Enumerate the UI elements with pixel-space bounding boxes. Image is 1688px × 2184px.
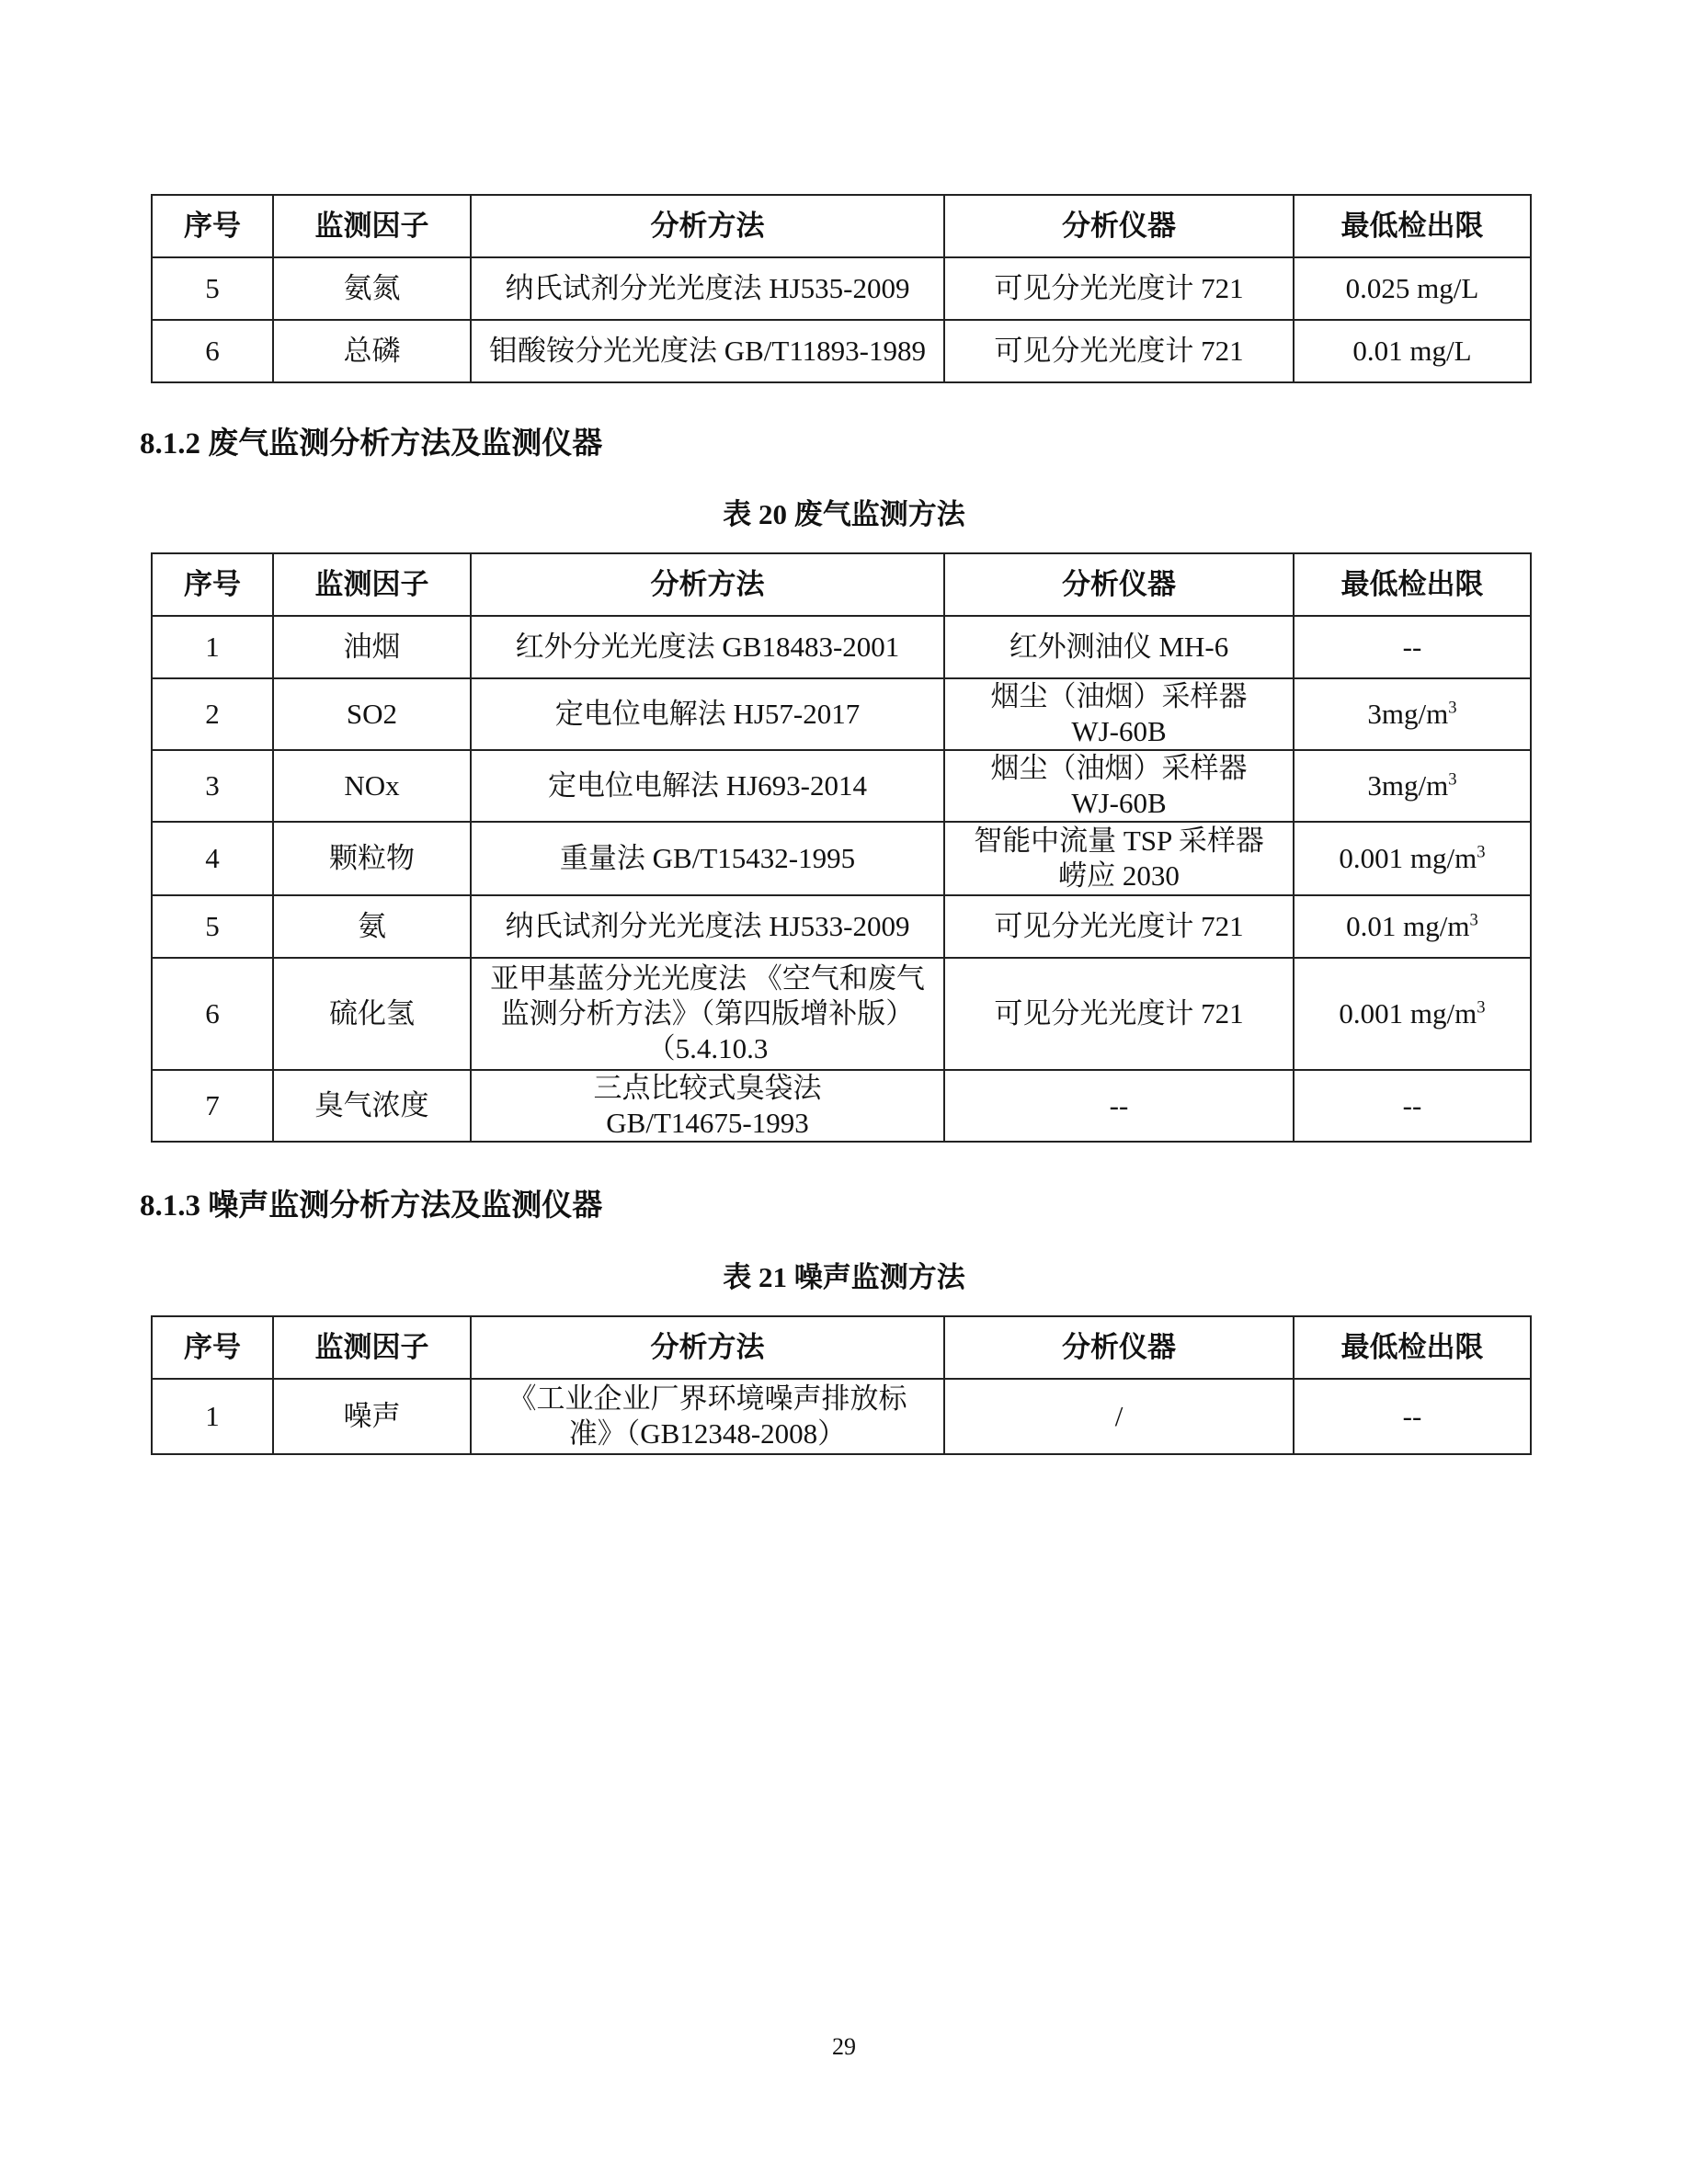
limit-superscript: 3 [1477,842,1486,862]
section-heading-8-1-2: 8.1.2 废气监测分析方法及监测仪器 [140,427,603,461]
table-row [152,1070,1531,1142]
method-line-1: 《工业企业厂界环境噪声排放标 [508,1382,907,1415]
cell-limit [1294,750,1531,822]
cell-factor: 臭气浓度 [273,1070,471,1142]
cell-limit [1294,822,1531,895]
cell-limit [1294,958,1531,1070]
cell-method: 重量法 GB/T15432-1995 [471,822,944,895]
header-instrument: 分析仪器 [944,1316,1294,1379]
cell-instrument: 可见分光光度计 721 [944,895,1294,958]
method-line-3: （5.4.10.3 [646,1032,769,1064]
cell-instrument: 可见分光光度计 721 [944,257,1294,320]
exhaust-gas-method-table [151,552,1532,1143]
cell-factor: 硫化氢 [273,958,471,1070]
table-row [152,1379,1531,1454]
table-row [152,320,1531,382]
header-factor: 监测因子 [273,195,471,257]
method-line-1: 三点比较式臭袋法 [593,1072,822,1104]
cell-no: 3 [152,750,273,822]
limit-value: 0.001 mg/m [1339,997,1477,1029]
header-no: 序号 [152,195,273,257]
method-line-2: GB/T14675-1993 [606,1107,809,1139]
cell-no: 2 [152,678,273,750]
instrument-line-1: 烟尘（油烟）采样器 [990,752,1248,784]
header-method: 分析方法 [471,1316,944,1379]
cell-method: 红外分光光度法 GB18483-2001 [471,616,944,678]
cell-factor: 噪声 [273,1379,471,1454]
limit-superscript: 3 [1469,910,1478,930]
cell-no: 5 [152,895,273,958]
limit-value: 3mg/m [1367,698,1449,730]
method-line-2: 准》（GB12348-2008） [568,1417,847,1450]
noise-method-table [151,1315,1532,1455]
instrument-line-2: WJ-60B [1071,715,1167,747]
cell-no: 1 [152,616,273,678]
instrument-line-2: 崂应 2030 [1058,859,1180,892]
header-limit: 最低检出限 [1294,553,1531,616]
table-caption-20: 表 20 废气监测方法 [723,498,965,530]
cell-method [471,1379,944,1454]
instrument-line-1: 烟尘（油烟）采样器 [990,680,1248,712]
table-row [152,678,1531,750]
cell-no: 6 [152,958,273,1070]
cell-instrument: 可见分光光度计 721 [944,320,1294,382]
cell-factor: NOx [273,750,471,822]
table-row [152,750,1531,822]
header-limit: 最低检出限 [1294,1316,1531,1379]
header-no: 序号 [152,553,273,616]
cell-method: 定电位电解法 HJ57-2017 [471,678,944,750]
cell-factor: SO2 [273,678,471,750]
cell-limit: 0.01 mg/L [1294,320,1531,382]
header-instrument: 分析仪器 [944,195,1294,257]
section-heading-8-1-3: 8.1.3 噪声监测分析方法及监测仪器 [140,1189,603,1223]
cell-no: 4 [152,822,273,895]
cell-limit [1294,678,1531,750]
cell-instrument: -- [944,1070,1294,1142]
header-limit: 最低检出限 [1294,195,1531,257]
cell-limit: -- [1294,1070,1531,1142]
cell-instrument: / [944,1379,1294,1454]
cell-instrument: 红外测油仪 MH-6 [944,616,1294,678]
table-row [152,822,1531,895]
cell-limit: -- [1294,1379,1531,1454]
limit-value: 3mg/m [1367,769,1449,802]
table-row [152,257,1531,320]
cell-method [471,958,944,1070]
cell-limit: -- [1294,616,1531,678]
instrument-line-1: 智能中流量 TSP 采样器 [974,825,1264,857]
header-factor: 监测因子 [273,1316,471,1379]
cell-instrument [944,678,1294,750]
cell-no: 5 [152,257,273,320]
cell-no: 6 [152,320,273,382]
cell-factor: 氨氮 [273,257,471,320]
cell-instrument [944,822,1294,895]
table-caption-21: 表 21 噪声监测方法 [723,1261,965,1293]
cell-method: 定电位电解法 HJ693-2014 [471,750,944,822]
water-method-table [151,194,1532,383]
limit-superscript: 3 [1448,698,1457,718]
cell-method: 纳氏试剂分光光度法 HJ535-2009 [471,257,944,320]
header-instrument: 分析仪器 [944,553,1294,616]
cell-instrument [944,750,1294,822]
instrument-line-2: WJ-60B [1071,787,1167,819]
cell-factor: 氨 [273,895,471,958]
method-line-1: 亚甲基蓝分光光度法 《空气和废气 [490,962,925,995]
header-no: 序号 [152,1316,273,1379]
table-header-row [152,553,1531,616]
limit-superscript: 3 [1448,769,1457,790]
cell-method: 钼酸铵分光光度法 GB/T11893-1989 [471,320,944,382]
cell-factor: 总磷 [273,320,471,382]
cell-limit [1294,895,1531,958]
table-row [152,616,1531,678]
table-row [152,958,1531,1070]
cell-factor: 颗粒物 [273,822,471,895]
table-header-row [152,195,1531,257]
method-line-2: 监测分析方法》（第四版增补版） [500,997,915,1029]
cell-instrument: 可见分光光度计 721 [944,958,1294,1070]
header-method: 分析方法 [471,195,944,257]
limit-value: 0.001 mg/m [1339,842,1477,874]
header-factor: 监测因子 [273,553,471,616]
cell-factor: 油烟 [273,616,471,678]
cell-no: 1 [152,1379,273,1454]
cell-method: 纳氏试剂分光光度法 HJ533-2009 [471,895,944,958]
cell-limit: 0.025 mg/L [1294,257,1531,320]
page-number: 29 [832,2033,856,2060]
cell-no: 7 [152,1070,273,1142]
limit-value: 0.01 mg/m [1346,910,1470,942]
header-method: 分析方法 [471,553,944,616]
cell-method [471,1070,944,1142]
table-header-row [152,1316,1531,1379]
limit-superscript: 3 [1477,997,1486,1018]
table-row [152,895,1531,958]
